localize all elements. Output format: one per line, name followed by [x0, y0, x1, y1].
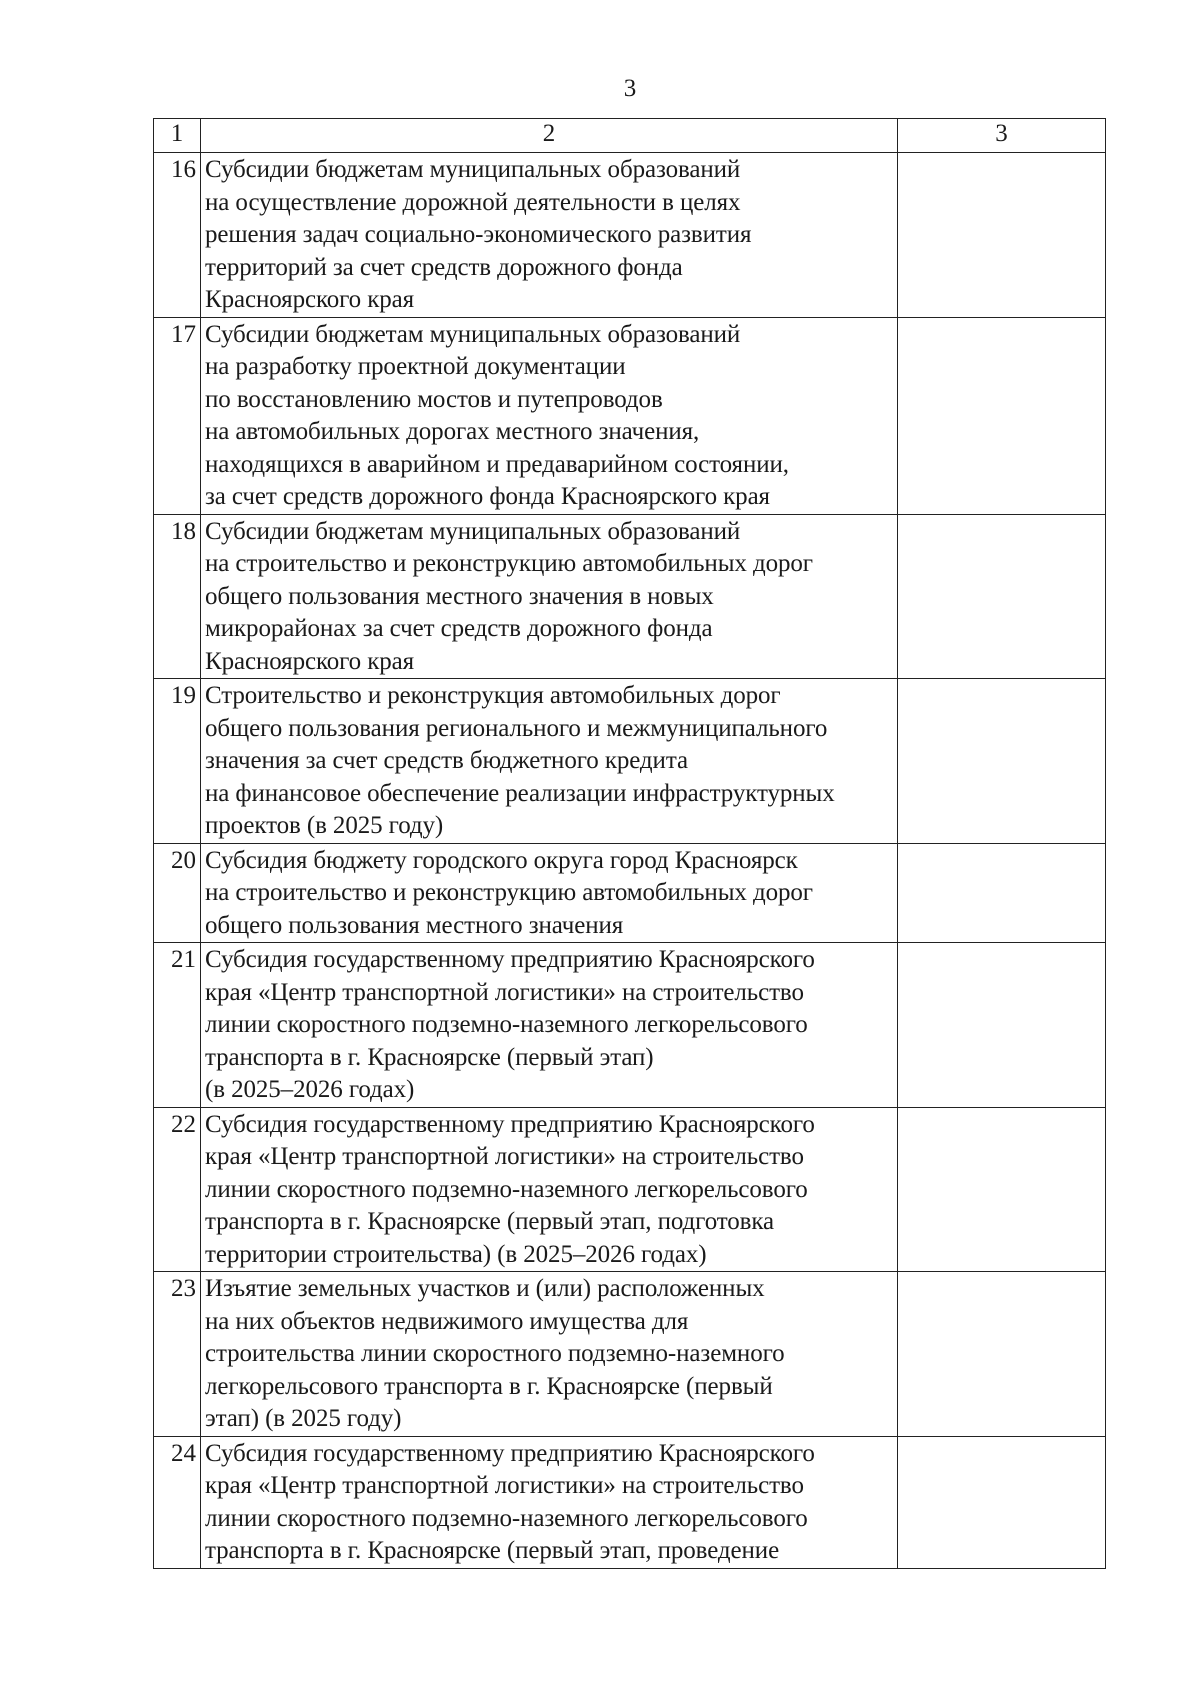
column-header-2: 2 — [201, 119, 898, 153]
table-row — [154, 317, 1106, 514]
row-value — [898, 943, 1106, 1108]
table-row — [154, 843, 1106, 943]
row-description: Субсидия государственному предприятию Красноярского края «Центр транспортной логистики» на строительство линии скоростного подземно-наземного легкорельсового транспорта в г. Красноярске (первый этап, проведение — [201, 1436, 898, 1568]
budget-table — [153, 118, 1106, 1569]
row-description: Субсидии бюджетам муниципальных образований на разработку проектной документации по восстановлению мостов и путепроводов на автомобильных дорогах местного значения, находящихся в аварийном и предаварийном состоянии, за счет средств дорожного фонда Красноярского края — [201, 317, 898, 514]
row-number: 19 — [154, 679, 201, 844]
row-number: 20 — [154, 843, 201, 943]
row-number: 17 — [154, 317, 201, 514]
table-row — [154, 679, 1106, 844]
row-description: Субсидии бюджетам муниципальных образований на осуществление дорожной деятельности в целях решения задач социально-экономического развития территорий за счет средств дорожного фонда Красноярского края — [201, 153, 898, 318]
page-number: 3 — [623, 75, 637, 102]
table-header-row — [154, 119, 1106, 153]
row-description: Субсидия бюджету городского округа город Красноярск на строительство и реконструкцию автомобильных дорог общего пользования местного значения — [201, 843, 898, 943]
table-row — [154, 1107, 1106, 1272]
row-description: Изъятие земельных участков и (или) расположенных на них объектов недвижимого имущества для строительства линии скоростного подземно-наземного легкорельсового транспорта в г. Красноярске (первый этап) (в 2025 году) — [201, 1272, 898, 1437]
row-number: 24 — [154, 1436, 201, 1568]
row-value — [898, 153, 1106, 318]
table-row — [154, 1272, 1106, 1437]
row-number: 22 — [154, 1107, 201, 1272]
row-number: 23 — [154, 1272, 201, 1437]
row-value — [898, 317, 1106, 514]
row-value — [898, 1436, 1106, 1568]
table-row — [154, 514, 1106, 679]
table-row — [154, 1436, 1106, 1568]
row-value — [898, 1107, 1106, 1272]
row-description: Строительство и реконструкция автомобильных дорог общего пользования регионального и межмуниципального значения за счет средств бюджетного кредита на финансовое обеспечение реализации инфраструктурных проектов (в 2025 году) — [201, 679, 898, 844]
row-number: 16 — [154, 153, 201, 318]
row-value — [898, 679, 1106, 844]
column-header-1: 1 — [154, 119, 201, 153]
row-number: 18 — [154, 514, 201, 679]
row-description: Субсидия государственному предприятию Красноярского края «Центр транспортной логистики» на строительство линии скоростного подземно-наземного легкорельсового транспорта в г. Красноярске (первый этап, подготовка территории строительства) (в 2025–2026 годах) — [201, 1107, 898, 1272]
table-row — [154, 153, 1106, 318]
row-number: 21 — [154, 943, 201, 1108]
row-description: Субсидия государственному предприятию Красноярского края «Центр транспортной логистики» на строительство линии скоростного подземно-наземного легкорельсового транспорта в г. Красноярске (первый этап) (в 2025–2026 годах) — [201, 943, 898, 1108]
row-value — [898, 514, 1106, 679]
table-row — [154, 943, 1106, 1108]
row-value — [898, 1272, 1106, 1437]
row-description: Субсидии бюджетам муниципальных образований на строительство и реконструкцию автомобильных дорог общего пользования местного значения в новых микрорайонах за счет средств дорожного фонда Красноярского края — [201, 514, 898, 679]
column-header-3: 3 — [898, 119, 1106, 153]
row-value — [898, 843, 1106, 943]
